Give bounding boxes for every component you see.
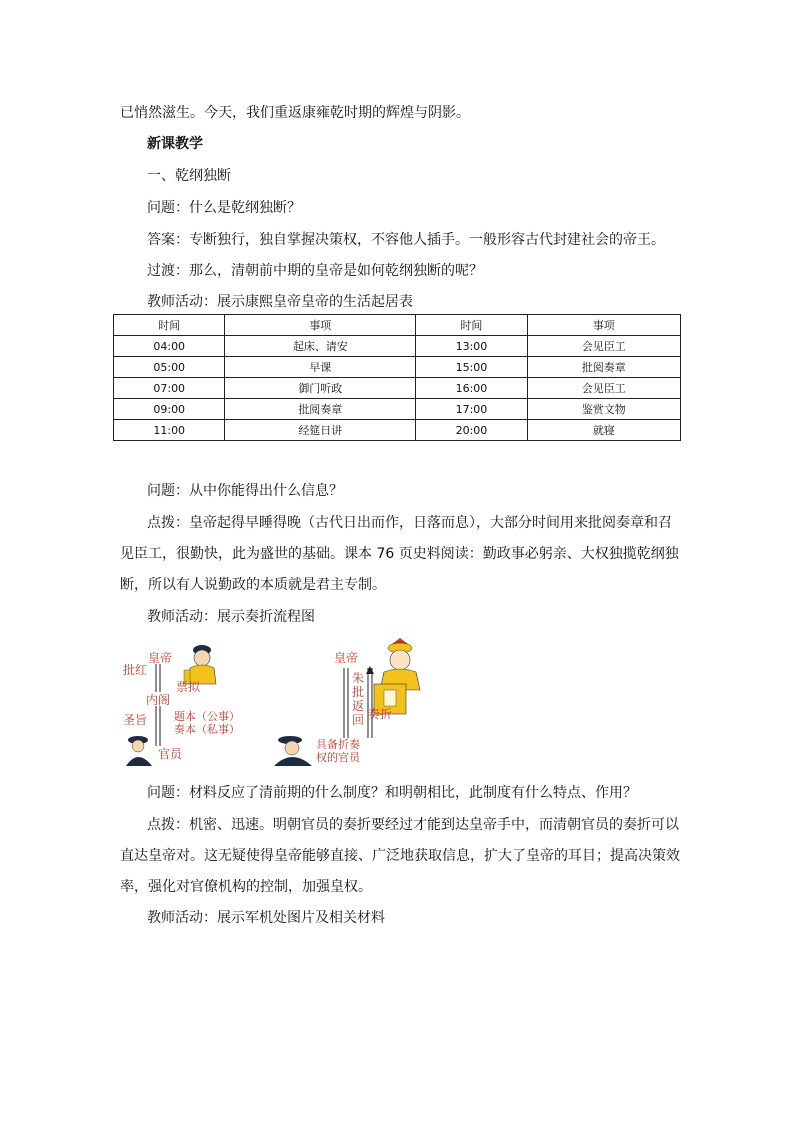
- zhupi-char-4: 回: [352, 713, 365, 727]
- tiben-label: 题本（公事）: [174, 710, 240, 723]
- answer-1: 答案：专断独行，独自掌握决策权，不容他人插手。一般形容古代封建社会的帝王。: [147, 232, 665, 248]
- zhupi-char-1: 朱: [352, 671, 365, 685]
- teacher-activity-1: 教师活动：展示康熙皇帝皇帝的生活起居表: [147, 294, 413, 310]
- transition-text: 过渡：那么，清朝前中期的皇帝是如何乾纲独断的呢？: [147, 263, 483, 279]
- table-row: [114, 420, 681, 441]
- table-cell: 09:00: [114, 399, 225, 420]
- zouzhe-label: 奏折: [368, 707, 393, 721]
- teacher-activity-2: 教师活动：展示奏折流程图: [147, 609, 315, 625]
- table-header-cell: 时间: [114, 315, 225, 336]
- table-header-row: [114, 315, 681, 336]
- question-1: 问题：什么是乾纲独断？: [147, 200, 301, 216]
- teacher-activity-3: 教师活动：展示军机处图片及相关材料: [147, 910, 385, 926]
- table-cell: 御门听政: [225, 378, 416, 399]
- table-row: [114, 399, 681, 420]
- table-cell: 经筵日讲: [225, 420, 416, 441]
- table-cell: 07:00: [114, 378, 225, 399]
- hint-2-line-1: 点拨：机密、迅速。明朝官员的奏折要经过才能到达皇帝手中，而清朝官员的奏折可以: [147, 817, 679, 833]
- table-cell: 会见臣工: [527, 378, 680, 399]
- table-header-cell: 时间: [416, 315, 527, 336]
- table-cell: 鉴赏文物: [527, 399, 680, 420]
- section-heading: 一、乾纲独断: [147, 168, 231, 184]
- shengzhi-label: 圣旨: [123, 713, 148, 727]
- official-figure-icon: [126, 736, 152, 766]
- neige-label: 内阁: [146, 693, 171, 707]
- table-row: [114, 378, 681, 399]
- emperor-figure-icon: [380, 638, 420, 690]
- table-header-cell: 事项: [225, 315, 416, 336]
- table-cell: 13:00: [416, 336, 527, 357]
- official-label-line-1: 具备折奏: [316, 738, 360, 751]
- zhupi-char-3: 返: [352, 699, 365, 713]
- table-row: [114, 357, 681, 378]
- hint-1-line-1: 点拨：皇帝起得早睡得晚（古代日出而作，日落而息），大部分时间用来批阅奏章和召: [147, 515, 672, 531]
- table-cell: 早课: [225, 357, 416, 378]
- ming-memorial-flow-diagram: [118, 636, 278, 770]
- zhupi-char-2: 批: [352, 685, 365, 699]
- qing-memorial-flow-diagram: [270, 636, 430, 770]
- zouben-label: 奏本（私事）: [174, 723, 240, 736]
- heading-new-lesson: 新课教学: [147, 136, 203, 152]
- official-label: 官员: [158, 747, 183, 761]
- table-cell: 04:00: [114, 336, 225, 357]
- emperor-label: 皇帝: [334, 651, 359, 665]
- emperor-label: 皇帝: [148, 651, 173, 665]
- question-3: 问题：材料反应了清前期的什么制度？和明朝相比，此制度有什么特点、作用？: [147, 785, 637, 801]
- table-cell: 就寝: [527, 420, 680, 441]
- intro-tail-text: 已悄然滋生。今天，我们重返康雍乾时期的辉煌与阴影。: [120, 105, 470, 121]
- table-cell: 起床、请安: [225, 336, 416, 357]
- official-label-line-2: 权的官员: [316, 751, 360, 764]
- pihong-label: 批红: [123, 663, 148, 677]
- table-cell: 批阅奏章: [225, 399, 416, 420]
- piaoni-label: 票拟: [176, 680, 201, 694]
- emperor-figure-icon: [184, 645, 216, 684]
- table-cell: 批阅奏章: [527, 357, 680, 378]
- table-cell: 17:00: [416, 399, 527, 420]
- table-row: [114, 336, 681, 357]
- table-cell: 会见臣工: [527, 336, 680, 357]
- hint-1-line-3: 断，所以有人说勤政的本质就是君主专制。: [120, 577, 386, 593]
- table-cell: 20:00: [416, 420, 527, 441]
- table-cell: 05:00: [114, 357, 225, 378]
- table-cell: 15:00: [416, 357, 527, 378]
- hint-2-line-3: 率，强化对官僚机构的控制，加强皇权。: [120, 879, 372, 895]
- hint-1-line-2: 见臣工，很勤快，此为盛世的基础。课本 76 页史料阅读：勤政事必躬亲、大权独揽乾纲独: [120, 546, 679, 562]
- official-figure-icon: [274, 736, 312, 766]
- daily-schedule-table: [113, 314, 681, 441]
- table-cell: 11:00: [114, 420, 225, 441]
- hint-2-line-2: 直达皇帝对。这无疑使得皇帝能够直接、广泛地获取信息，扩大了皇帝的耳目；提高决策效: [120, 848, 680, 864]
- question-2: 问题：从中你能得出什么信息？: [147, 483, 343, 499]
- table-header-cell: 事项: [527, 315, 680, 336]
- table-cell: 16:00: [416, 378, 527, 399]
